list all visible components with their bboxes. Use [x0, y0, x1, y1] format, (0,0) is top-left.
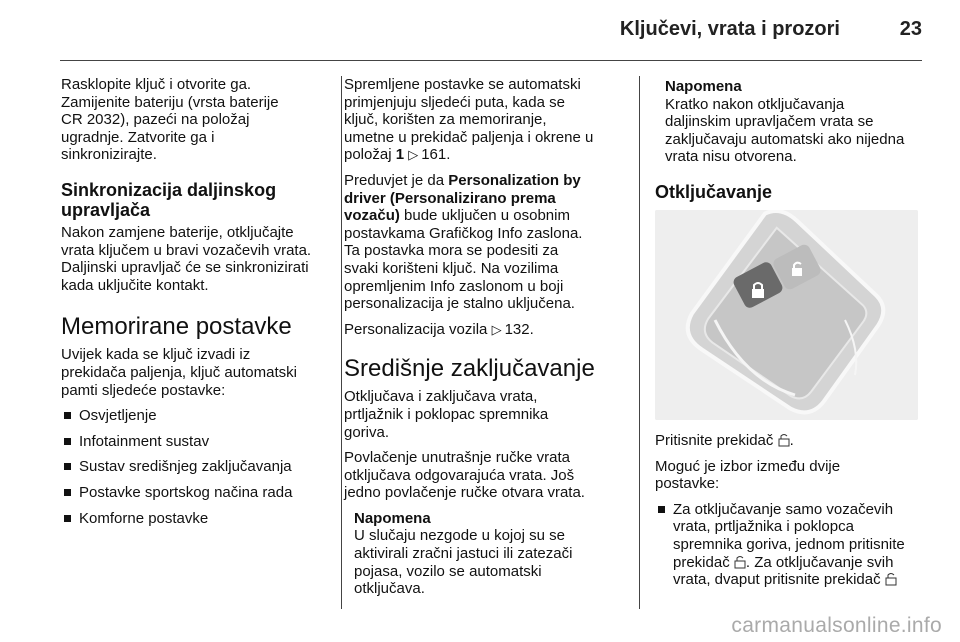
header-rule	[60, 60, 922, 61]
watermark: carmanualsonline.info	[731, 614, 942, 637]
unlock-icon	[778, 433, 790, 447]
central-locking-heading: Središnje zaključavanje	[344, 355, 595, 383]
personalization-paragraph: Personalizacija vozila ▷ 132.	[344, 321, 634, 339]
unlocking-heading: Otključavanje	[655, 181, 773, 202]
door-handle-paragraph: Povlačenje unutrašnje ručke vrata otključava odgovarajuća vrata. Još jedno povlačenje ručke otvara vrata.	[344, 449, 585, 502]
press-button-paragraph: Pritisnite prekidač .	[655, 431, 794, 449]
battery-paragraph: Rasklopite ključ i otvorite ga. Zamijenite bateriju (vrsta baterije CR 2032), pazeći na položaj ugradnje. Zatvorite ga i sinkronizirajte.	[61, 76, 279, 164]
column-divider-2	[639, 76, 640, 609]
unlock-bullet-list	[655, 501, 925, 589]
central-locking-paragraph: Otključava i zaključava vrata, prtljažnik i poklopac spremnika goriva.	[344, 388, 549, 441]
sync-paragraph: Nakon zamjene baterije, otključajte vrata ključem u bravi vozačevih vrata. Daljinski upravljač će se sinkronizirati kada uključite kontakt.	[61, 223, 312, 294]
column-1	[61, 76, 331, 535]
list-item: Osvjetljenje	[61, 407, 331, 425]
remote-key-image	[655, 210, 918, 420]
list-item: Komforne postavke	[61, 510, 331, 528]
column-divider-1	[341, 76, 342, 609]
list-item: Infotainment sustav	[61, 433, 331, 451]
memo-paragraph: Uvijek kada se ključ izvadi iz prekidača paljenja, ključ automatski pamti sljedeće postavke:	[61, 346, 297, 399]
column-2	[344, 76, 634, 598]
sync-heading: Sinkronizacija daljinskog upravljača	[61, 179, 277, 220]
note-heading: Napomena	[354, 509, 431, 527]
prerequisite-paragraph: Preduvjet je da Personalization by driver (Personalizirano prema vozaču) bude uključen u osobnim postavkama Grafičkog Info zaslona. Ta postavka mora se podesiti za svaki korišteni ključ. Na vozilima opremljenim Info zaslonom u boji personalizacija je stalno uključena.	[344, 171, 583, 313]
page-reference[interactable]: ▷ 161.	[408, 146, 450, 163]
column-3	[655, 76, 925, 597]
list-item: Postavke sportskog načina rada	[61, 484, 331, 502]
choice-paragraph: Moguć je izbor između dvije postavke:	[655, 457, 841, 493]
unlock-icon	[885, 572, 897, 586]
note-airbag: Napomena U slučaju nezgode u kojoj su se aktivirali zračni jastuci ili zatezači pojasa, vozilo se automatski otključava.	[344, 510, 634, 598]
note-autolock: Napomena Kratko nakon otključavanja daljinskim upravljačem vrata se zaključavaju automatski ako nijedna vrata nisu otvorena.	[655, 78, 925, 166]
page-reference[interactable]: ▷ 132.	[492, 321, 534, 338]
memory-paragraph: Spremljene postavke se automatski primjenjuju sljedeći puta, kada se ključ, korišten za memoriranje, umetne u prekidač paljenja i okrene u položaj 1 ▷ 161.	[344, 76, 634, 164]
memo-bullet-list	[61, 407, 331, 527]
header-title: Ključevi, vrata i prozori	[619, 18, 840, 40]
unlock-icon	[734, 555, 746, 569]
memo-heading: Memorirane postavke	[61, 313, 292, 341]
page-number: 23	[899, 18, 922, 40]
list-item: Sustav središnjeg zaključavanja	[61, 458, 331, 476]
note-heading: Napomena	[665, 78, 742, 95]
list-item: Za otključavanje samo vozačevih vrata, prtljažnika i poklopca spremnika goriva, jednom pritisnite prekidač . Za otključavanje svih vrata, dvaput pritisnite prekidač	[655, 501, 925, 589]
